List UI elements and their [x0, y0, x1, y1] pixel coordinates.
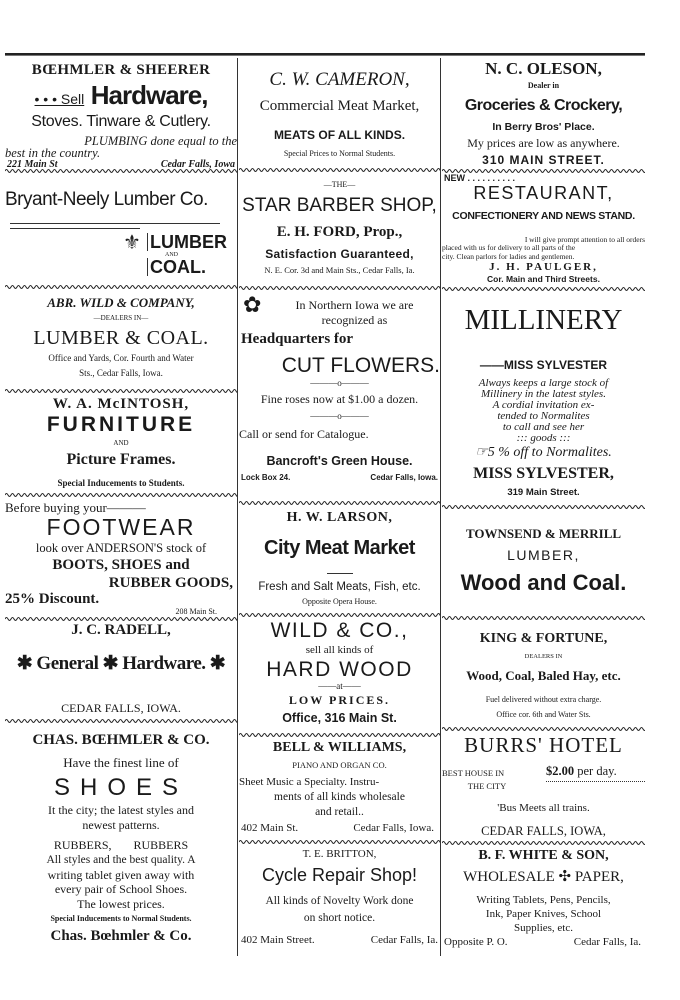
ad-headline: [239, 355, 440, 376]
column-divider: [237, 58, 238, 956]
ad-subtitle: [5, 114, 237, 130]
ad-title: TOWNSEND & MERRILL: [465, 526, 622, 541]
ad-text: ments of all kinds wholesale: [274, 791, 405, 803]
ad-title: WILD & CO.,: [270, 619, 409, 642]
ad-headline: Wood, Coal, Baled Hay, etc.: [466, 668, 621, 683]
coal-text: COAL.: [147, 258, 237, 276]
wavy-divider: [442, 286, 645, 292]
ad-text: ——at——: [318, 681, 361, 691]
address: 310 MAIN STREET.: [482, 153, 605, 167]
ad-title: ABR. WILD & COMPANY,: [47, 295, 195, 310]
ad-text: A cordial invitation ex-: [492, 399, 595, 411]
ad-kicker: NEW . . . . . . . . . .: [444, 173, 516, 183]
ad-text: look over ANDERSON'S stock of: [35, 541, 207, 555]
and-text: AND: [165, 252, 178, 258]
ad-text: Ink, Paper Knives, School: [485, 908, 602, 920]
column-1: [5, 58, 237, 958]
ad-text: and retail..: [315, 806, 364, 818]
ad-headline: [5, 654, 237, 673]
name-text: ——MISS SYLVESTER: [479, 358, 608, 372]
rule: [10, 228, 140, 229]
ad-title: CHAS. BŒHMLER & CO.: [32, 732, 210, 748]
wavy-divider: [239, 839, 440, 845]
ad-footer: [442, 937, 645, 948]
ad-text: RUBBER GOODS,: [108, 575, 233, 591]
wavy-divider: [442, 726, 645, 732]
ad-title: RESTAURANT,: [473, 183, 614, 203]
ad-text: city. Clean parlors for ladies and gentlemen.: [442, 252, 575, 261]
ad-text: best in the country.: [5, 146, 101, 160]
ad-footer: [239, 474, 440, 482]
ad-title: BURRS' HOTEL: [464, 733, 623, 757]
ad-text: CEDAR FALLS, IOWA.: [61, 701, 181, 715]
ad-subtitle: Dealer in: [527, 81, 560, 90]
price-line: [546, 765, 645, 782]
ad-subtitle: Picture Frames.: [66, 451, 176, 468]
address: Office cor. 6th and Water Sts.: [496, 710, 591, 719]
price: $2.00: [546, 764, 575, 778]
ad-text: on short notice.: [303, 912, 376, 924]
top-rule: [5, 53, 645, 56]
address: Cor. Main and Third Streets.: [487, 274, 600, 284]
ad-headline: HARD WOOD: [266, 658, 413, 681]
ad-title: BELL & WILLIAMS,: [272, 740, 407, 755]
ad-text: RUBBERS,: [53, 838, 112, 852]
headline-text: WHOLESALE ✣ PAPER,: [463, 869, 624, 885]
ad-text: 'Bus Meets all trains.: [497, 802, 590, 814]
ad-kicker: —THE—: [323, 180, 356, 189]
wavy-divider: [442, 615, 645, 621]
city: Cedar Falls, Iowa: [160, 159, 235, 170]
ad-text: RUBBERS: [133, 838, 189, 852]
address: N. E. Cor. 3d and Main Sts., Cedar Falls, Ia.: [264, 265, 415, 275]
wavy-divider: [239, 167, 440, 173]
and-text: AND: [113, 439, 129, 447]
title-text: Bryant-Neely Lumber Co.: [5, 189, 208, 210]
ad-title: B. F. WHITE & SON,: [478, 848, 609, 863]
ad-title: [239, 196, 440, 215]
ad-subtitle: DEALERS IN: [524, 653, 563, 660]
ad-title: BŒHMLER & SHEERER: [31, 62, 211, 78]
discount-text: ☞5 % off to Normalites.: [475, 445, 612, 460]
ad-text: BEST HOUSE IN: [442, 768, 505, 778]
ad-text: My prices are low as anywhere.: [467, 136, 620, 150]
discount-text: 25% Discount.: [5, 591, 100, 607]
address: Lock Box 24.: [241, 473, 291, 482]
headline-text: Wood and Coal.: [460, 570, 627, 595]
ad-text: Special Inducements to Normal Students.: [50, 914, 192, 923]
column-2: [239, 58, 440, 958]
lumber-text: LUMBER: [147, 233, 237, 251]
column-3: [442, 58, 645, 958]
ad-text: It the city; the latest styles and: [48, 803, 194, 817]
ad-text: CEDAR FALLS, IOWA,: [481, 824, 606, 838]
wavy-divider: [442, 504, 645, 510]
ad-text: newest patterns.: [82, 818, 160, 832]
address: 208 Main St.: [175, 607, 217, 616]
ad-headline: SHOES: [53, 774, 189, 801]
ad-text: Office and Yards, Cor. Fourth and Water: [48, 353, 194, 363]
ad-footer: [239, 935, 440, 946]
wavy-divider: [5, 168, 237, 174]
flower-icon: ✿: [243, 292, 262, 317]
wavy-divider: [239, 500, 440, 506]
headline-text: Groceries & Crockery,: [464, 97, 623, 114]
ad-title: Bancroft's Green House.: [266, 454, 413, 468]
rubbers-line: [5, 839, 237, 851]
ad-text: THE CITY: [467, 781, 507, 791]
ad-text: Opposite Opera House.: [302, 597, 377, 606]
wavy-divider: [239, 732, 440, 738]
wavy-divider: [442, 840, 645, 846]
ad-headline: FURNITURE: [46, 413, 196, 436]
ad-text: Have the finest line of: [63, 755, 179, 770]
separator: ———o———: [310, 411, 369, 421]
ad-text: Sts., Cedar Falls, Iowa.: [79, 368, 163, 378]
ad-text: tended to Normalites: [497, 410, 590, 422]
rule: [327, 573, 353, 574]
ad-title: H. W. LARSON,: [286, 510, 393, 525]
ad-text: BOOTS, SHOES and: [52, 557, 190, 573]
ad-text: Supplies, etc.: [514, 922, 573, 934]
address: 221 Main St: [7, 159, 58, 170]
fresh-text: Fresh and Salt Meats, Fish, etc.: [258, 581, 421, 593]
ad-title: C. W. CAMERON,: [269, 69, 410, 90]
wavy-divider: [5, 492, 237, 498]
ad-text: Headquarters for: [241, 331, 354, 347]
ad-headline: Commercial Meat Market,: [259, 98, 420, 114]
ad-text: Special Inducements to Students.: [57, 478, 185, 488]
ad-title: N. C. OLESON,: [485, 59, 602, 78]
ad-text: sell all kinds of: [305, 644, 374, 656]
ad-headline: [239, 538, 440, 558]
ornament-icon: ⚜: [123, 232, 141, 254]
ad-text: The lowest prices.: [77, 897, 165, 911]
ad-signature: MISS SYLVESTER,: [473, 465, 614, 482]
ad-headline: [442, 870, 645, 885]
ad-headline: [442, 98, 645, 114]
column-divider: [440, 58, 441, 956]
city: Cedar Falls, Iowa.: [370, 473, 438, 482]
ad-text: writing tablet given away with: [47, 868, 195, 882]
city: Cedar Falls, Ia.: [370, 934, 438, 946]
city: Cedar Falls, Iowa.: [353, 822, 434, 834]
stoves-text: Stoves. Tinware & Cutlery.: [31, 113, 211, 130]
ad-text: Before buying your———: [5, 500, 146, 515]
ad-subtitle: E. H. FORD, Prop.,: [276, 224, 403, 240]
ad-footer: [239, 823, 440, 834]
ad-text: All styles and the best quality. A: [46, 854, 196, 866]
ad-subtitle: PIANO AND ORGAN CO.: [292, 760, 387, 770]
ad-subtitle: [442, 359, 645, 371]
ad-title: W. A. McINTOSH,: [52, 396, 190, 412]
wavy-divider: [239, 285, 440, 291]
ad-headline: [442, 572, 645, 594]
ad-headline: LUMBER & COAL.: [33, 327, 209, 349]
ad-headline: [442, 211, 645, 222]
wavy-divider: [5, 284, 237, 290]
ad-subtitle: LUMBER,: [507, 547, 580, 563]
title-text: STAR BARBER SHOP,: [242, 195, 437, 216]
headline-text: ✱ General ✱ Hardware. ✱: [16, 653, 226, 674]
ad-text: I will give prompt attention to all orders: [524, 235, 645, 244]
address: 402 Main St.: [241, 822, 299, 834]
ad-text: Call or send for Catalogue.: [239, 427, 369, 441]
wavy-divider: [5, 388, 237, 394]
address: 402 Main Street.: [241, 934, 315, 946]
address: Opposite P. O.: [444, 936, 508, 948]
ad-text: to call and see her: [502, 421, 585, 433]
headline-text: CUT FLOWERS.: [281, 354, 440, 377]
ad-text: Millinery in the latest styles.: [481, 388, 606, 400]
ad-title: J. C. RADELL,: [71, 622, 171, 638]
sell-text: • • • Sell: [34, 91, 85, 107]
ad-text: PLUMBING done equal to the: [84, 134, 237, 148]
ad-headline: Cycle Repair Shop!: [261, 865, 418, 885]
wavy-divider: [239, 612, 440, 618]
headline-text: CONFECTIONERY AND NEWS STAND.: [452, 210, 635, 222]
ad-headline: [5, 82, 237, 109]
ad-text: recognized as: [321, 313, 388, 327]
ad-text: Fine roses now at $1.00 a dozen.: [260, 392, 419, 406]
ad-text: Special Prices to Normal Students.: [283, 149, 396, 158]
ad-title: [5, 190, 237, 209]
ad-text: every pair of School Shoes.: [54, 882, 188, 896]
ad-text: [239, 582, 440, 594]
address: Office, 316 Main St.: [282, 711, 397, 725]
ad-title: T. E. BRITTON,: [302, 848, 377, 860]
hardware-text: Hardware,: [90, 80, 208, 110]
ad-headline: FOOTWEAR: [46, 514, 196, 540]
headline-text: City Meat Market: [264, 537, 415, 559]
separator: ———o———: [310, 378, 369, 388]
ad-title: KING & FORTUNE,: [479, 631, 608, 646]
ad-subtitle: —DEALERS IN—: [93, 314, 149, 322]
ad-text: LOW PRICES.: [288, 693, 391, 707]
city: Cedar Falls, Ia.: [573, 936, 641, 948]
ad-text: In Berry Bros' Place.: [492, 121, 595, 133]
ad-signature: J. H. PAULGER,: [489, 261, 598, 273]
ad-text: Writing Tablets, Pens, Pencils,: [476, 894, 611, 906]
ad-text: Always keeps a large stock of: [478, 377, 609, 389]
ad-text: Fuel delivered without extra charge.: [485, 695, 602, 704]
ad-text: Satisfaction Guaranteed,: [265, 247, 414, 261]
ad-subtitle: MEATS OF ALL KINDS.: [273, 128, 406, 142]
ad-title: MILLINERY: [464, 304, 623, 336]
rule: [10, 223, 220, 224]
ad-text: In Northern Iowa we are: [295, 298, 414, 312]
ad-text: placed with us for delivery to all parts of the: [442, 243, 576, 252]
ad-text: Sheet Music a Specialty. Instru-: [239, 776, 380, 788]
address: 319 Main Street.: [507, 487, 580, 498]
ad-text: ::: goods :::: [516, 432, 571, 444]
ad-text: All kinds of Novelty Work done: [265, 895, 414, 907]
ad-signature: Chas. Bœhmler & Co.: [50, 928, 192, 944]
price-unit: per day.: [577, 764, 617, 778]
wavy-divider: [5, 718, 237, 724]
